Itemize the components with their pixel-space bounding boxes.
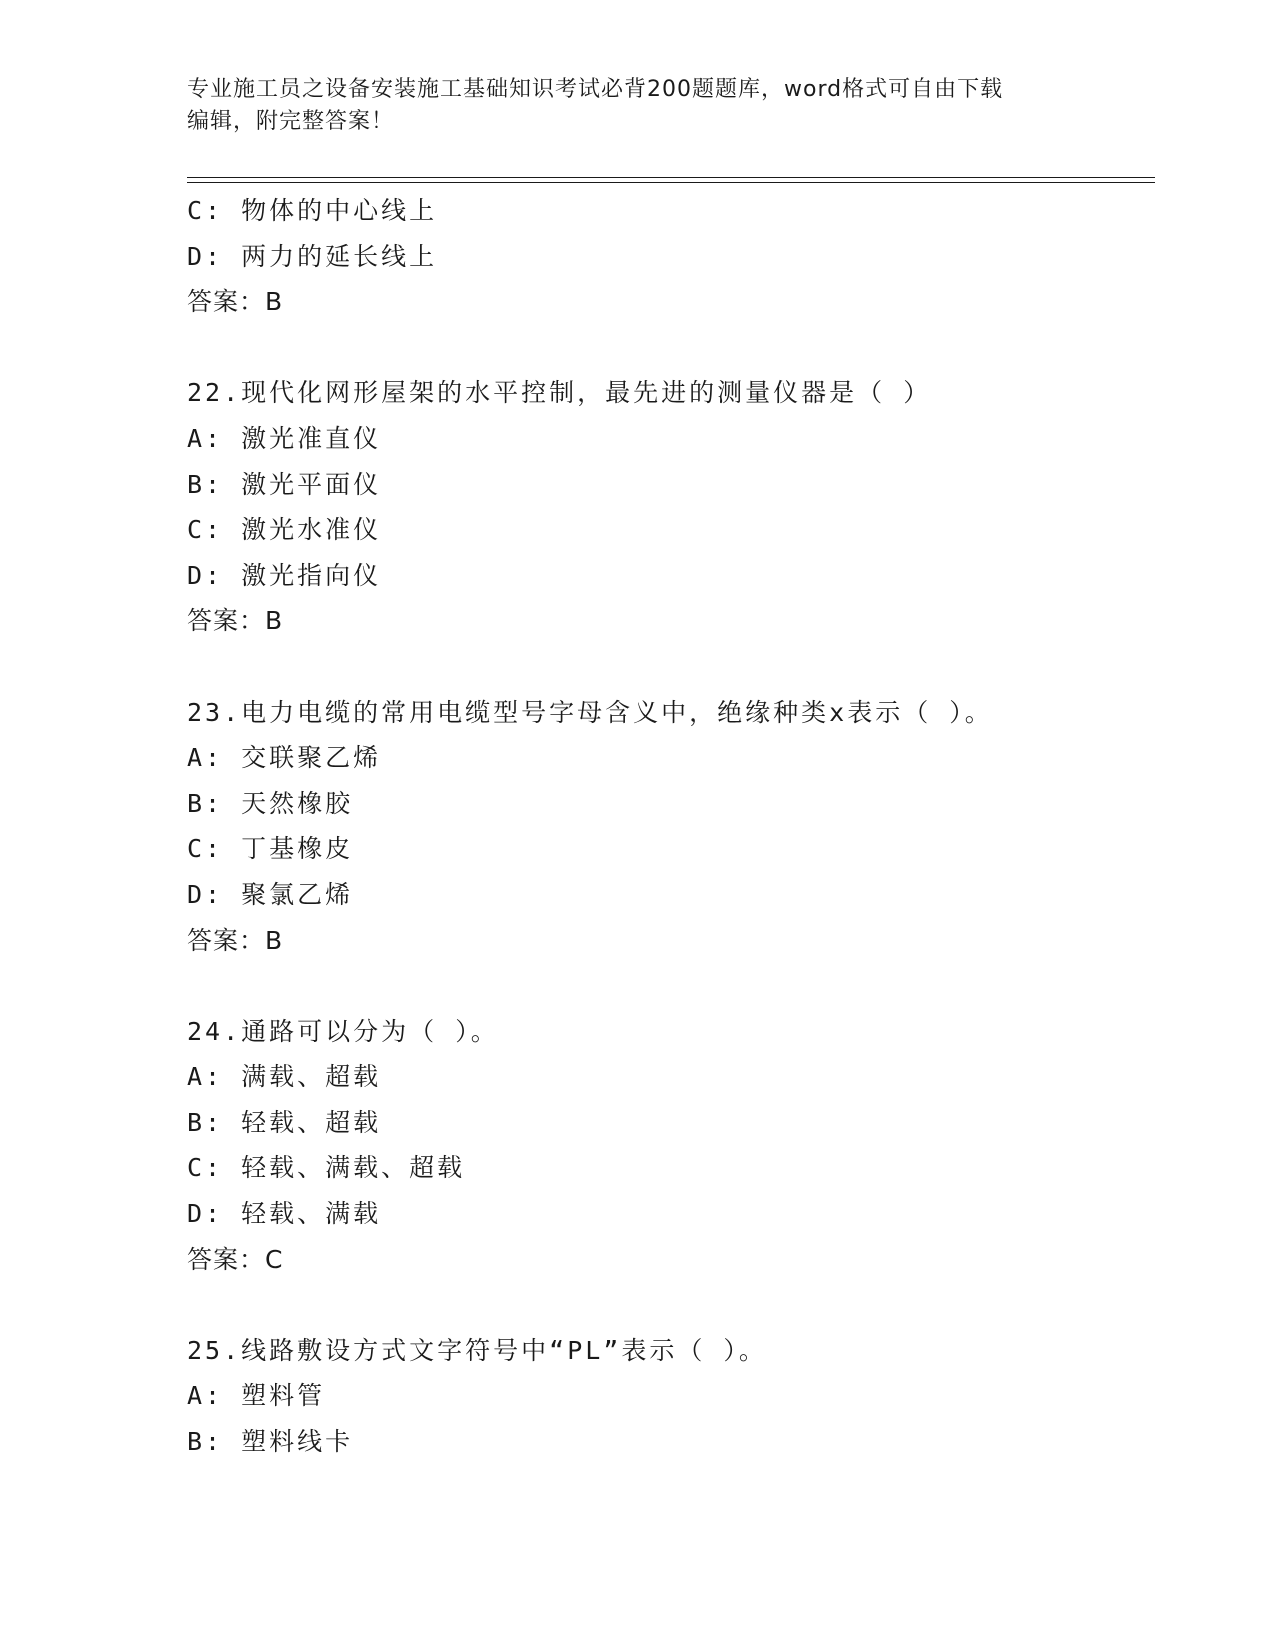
option-c: C: 丁基橡皮 [187, 834, 354, 864]
option-a: A: 塑料管 [187, 1381, 326, 1411]
option-b: B: 天然橡胶 [187, 788, 354, 818]
option-b: B: 激光平面仪 [187, 469, 382, 499]
header-line-2: 编辑，附完整答案！ [187, 109, 395, 134]
question-stem: 25.线路敷设方式文字符号中“PL”表示（ ）。 [187, 1335, 767, 1365]
question-stem: 22.现代化网形屋架的水平控制，最先进的测量仪器是（ ） [187, 378, 932, 408]
question-stem: 24.通路可以分为（ ）。 [187, 1016, 499, 1046]
question-22 [187, 370, 1155, 644]
question-21-tail [187, 188, 1155, 325]
option-d: D: 轻载、满载 [187, 1199, 382, 1229]
spacer [187, 644, 1155, 690]
question-stem: 23.电力电缆的常用电缆型号字母含义中，绝缘种类x表示（ ）。 [187, 697, 993, 727]
option-d: D: 激光指向仪 [187, 560, 382, 590]
spacer [187, 1282, 1155, 1328]
header-line-1: 专业施工员之设备安装施工基础知识考试必背200题题库，word格式可自由下载 [187, 77, 1004, 102]
option-c: C: 物体的中心线上 [187, 196, 438, 225]
answer-line: 答案：C [187, 1244, 284, 1274]
option-a: A: 激光准直仪 [187, 423, 382, 453]
option-b: B: 轻载、超载 [187, 1107, 382, 1137]
spacer [187, 325, 1155, 371]
question-list [187, 188, 1155, 1465]
header-rule-bottom [187, 182, 1155, 183]
option-a: A: 满载、超载 [187, 1062, 382, 1092]
spacer [187, 963, 1155, 1009]
option-c: C: 激光水准仪 [187, 515, 382, 545]
option-d: D: 两力的延长线上 [187, 241, 438, 271]
document-header [187, 74, 1087, 138]
option-a: A: 交联聚乙烯 [187, 743, 382, 773]
answer-line: 答案：B [187, 925, 284, 955]
answer-line: 答案：B [187, 287, 284, 317]
answer-line: 答案：B [187, 606, 284, 636]
question-23 [187, 690, 1155, 964]
option-c: C: 轻载、满载、超载 [187, 1153, 466, 1183]
option-d: D: 聚氯乙烯 [187, 879, 354, 909]
question-24 [187, 1009, 1155, 1283]
question-25 [187, 1328, 1155, 1465]
option-b: B: 塑料线卡 [187, 1427, 354, 1457]
header-rule-top [187, 177, 1155, 178]
